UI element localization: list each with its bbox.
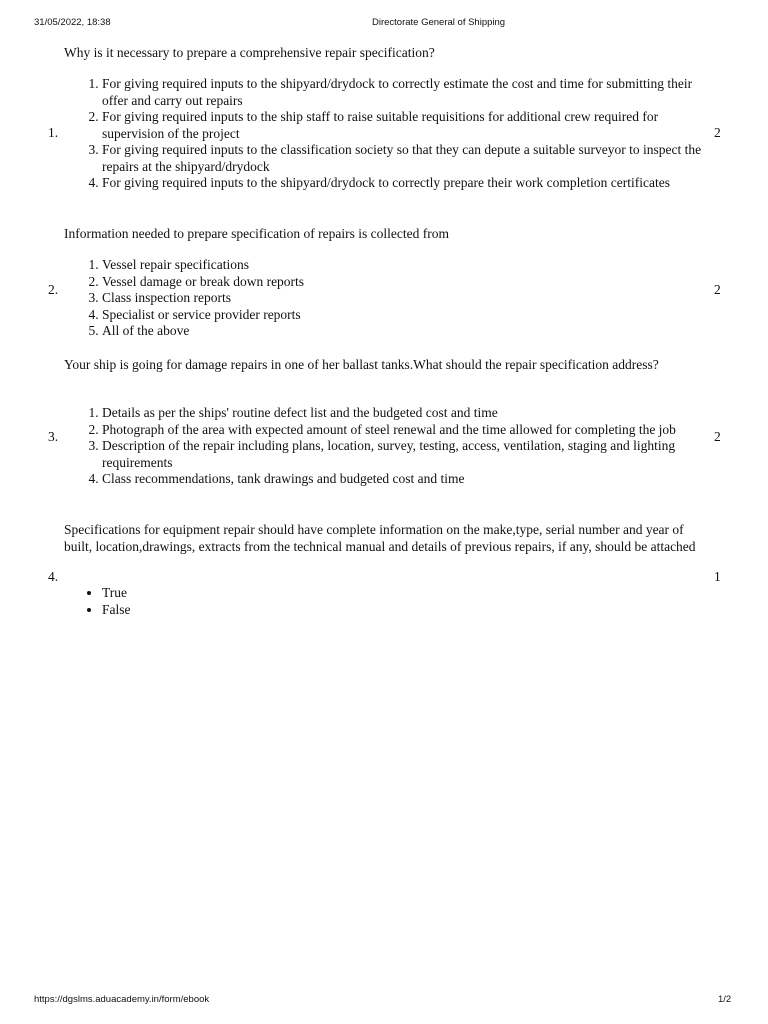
option-item: • False: [102, 602, 714, 619]
option-item: 2. For giving required inputs to the ship staff to raise suitable requisitions for additional crew required for supervision of the project: [102, 109, 714, 142]
question-text: Your ship is going for damage repairs in one of her ballast tanks.What should the repair specification address?: [64, 357, 659, 372]
options-list: [64, 585, 714, 618]
footer-url: https://dgslms.aduacademy.in/form/ebook: [34, 994, 210, 1005]
option-item: 4. Class recommendations, tank drawings and budgeted cost and time: [102, 471, 714, 488]
option-item: 5. All of the above: [102, 323, 714, 340]
question-text: Why is it necessary to prepare a comprehensive repair specification?: [64, 45, 435, 60]
option-item: 3. For giving required inputs to the classification society so that they can depute a suitable surveyor to inspect the repairs at the shipyard/drydock: [102, 142, 714, 175]
print-datetime: 31/05/2022, 18:38: [34, 17, 111, 28]
question-number: 1.: [48, 125, 59, 140]
option-item: 2. Photograph of the area with expected amount of steel renewal and the time allowed for completing the job: [102, 422, 714, 439]
page-title: Directorate General of Shipping: [372, 17, 506, 28]
question-marks: 1: [714, 569, 721, 584]
question-text: Specifications for equipment repair should have complete information on the make,type, serial number and year of built, location,drawings, extracts from the technical manual and details of previous repairs, if any, should be attached: [64, 522, 696, 554]
options-list: [64, 76, 714, 192]
option-item: 4. For giving required inputs to the shipyard/drydock to correctly prepare their work completion certificates: [102, 175, 714, 192]
question-marks: 2: [714, 282, 721, 297]
options-list: [64, 257, 714, 340]
option-item: 1. For giving required inputs to the shipyard/drydock to correctly estimate the cost and time for submitting their offer and carry out repairs: [102, 76, 714, 109]
question-marks: 2: [714, 125, 721, 140]
option-item: 1. Details as per the ships' routine defect list and the budgeted cost and time: [102, 405, 714, 422]
question-text: Information needed to prepare specification of repairs is collected from: [64, 226, 449, 241]
question-number: 2.: [48, 282, 59, 297]
question-number: 3.: [48, 429, 59, 444]
option-item: 3. Class inspection reports: [102, 290, 714, 307]
page-number: 1/2: [718, 994, 732, 1005]
question-number: 4.: [48, 569, 59, 584]
option-item: 2. Vessel damage or break down reports: [102, 274, 714, 291]
option-item: • True: [102, 585, 714, 602]
options-list: [64, 405, 714, 488]
option-item: 3. Description of the repair including plans, location, survey, testing, access, ventilation, staging and lighting requirements: [102, 438, 714, 471]
option-item: 4. Specialist or service provider reports: [102, 307, 714, 324]
option-item: 1. Vessel repair specifications: [102, 257, 714, 274]
question-marks: 2: [714, 429, 721, 444]
